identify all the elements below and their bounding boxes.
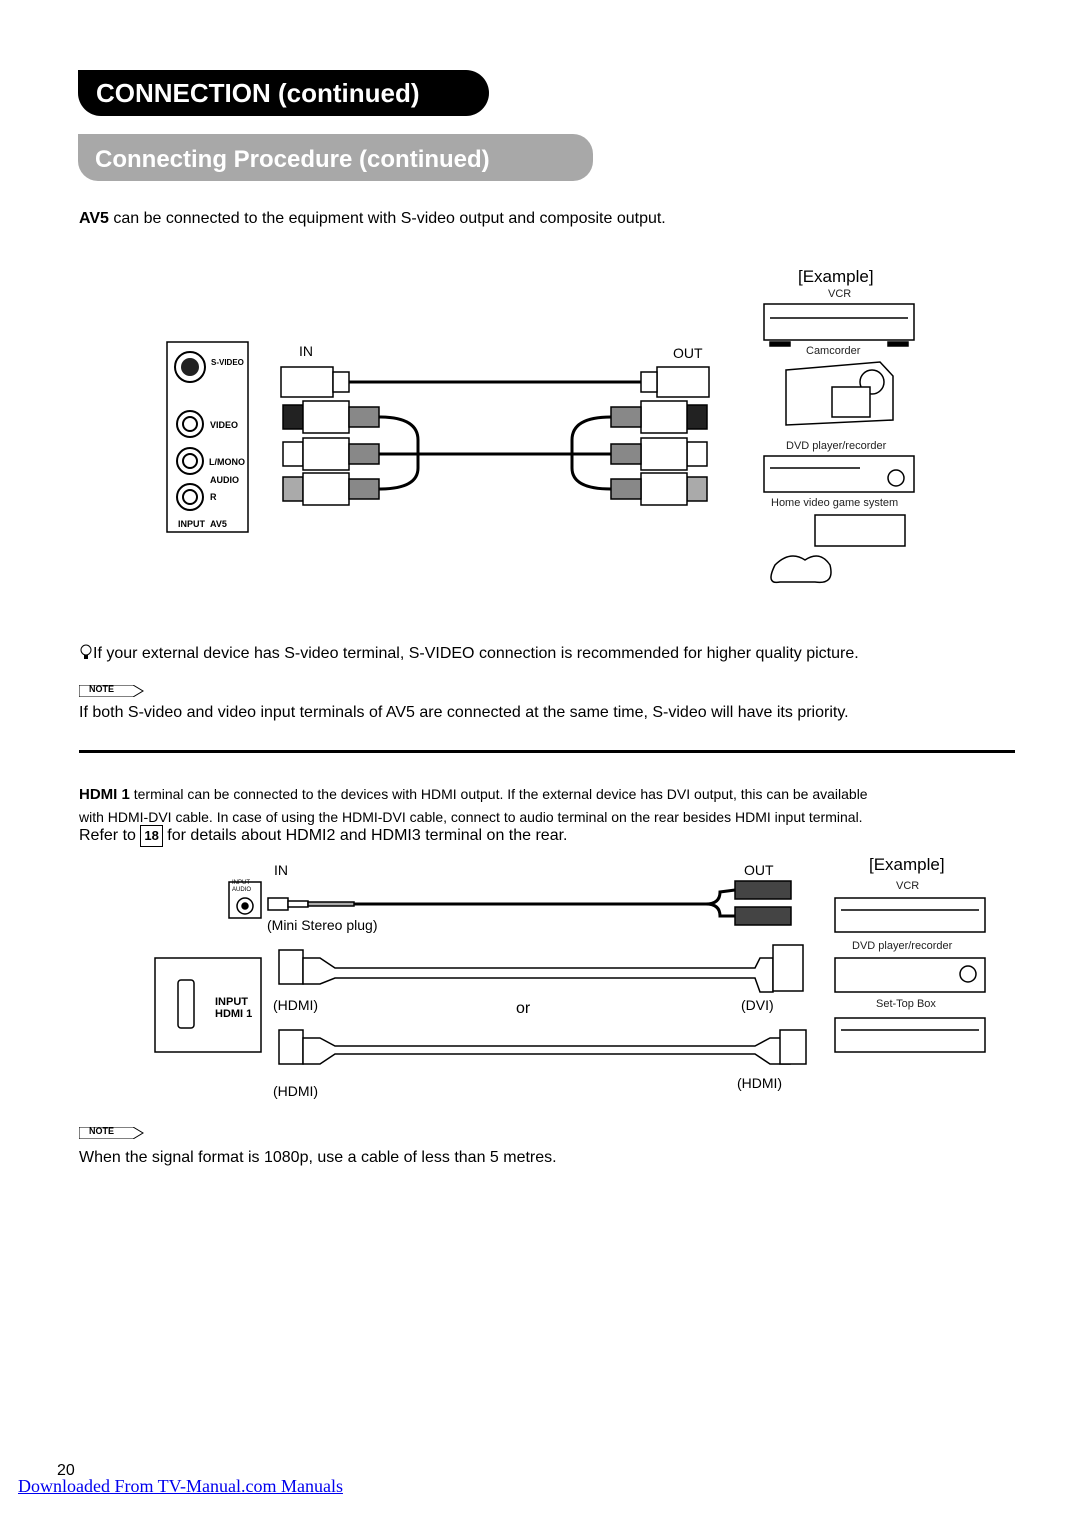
hdmi-paragraph: HDMI 1 terminal can be connected to the devices with HDMI output. If the external device has DVI output, this can be available with HDMI-DVI cable. In case of using the HDMI-DVI cable, connect to audio terminal on the rear besides HDMI input terminal. [79, 786, 868, 825]
av5-panel [167, 342, 248, 532]
input-audio-label: INPUT AUDIO [232, 880, 252, 893]
example-label: [Example] [798, 267, 874, 286]
hdmi-example-label: [Example] [869, 855, 945, 874]
device-dvd: DVD player/recorder [786, 440, 887, 452]
r-label: R [210, 492, 217, 502]
in-label: IN [299, 343, 313, 359]
hdmi-device-vcr: VCR [896, 880, 920, 892]
note-text-2: When the signal format is 1080p, use a cable of less than 5 metres. [79, 1149, 557, 1166]
note-text-1: If both S-video and video input terminals of AV5 are connected at the same time, S-video will have its priority. [79, 704, 849, 721]
out-connectors [611, 367, 709, 505]
device-vcr: VCR [828, 288, 852, 300]
or-label: or [516, 1000, 531, 1017]
dvi-label: (DVI) [741, 997, 774, 1013]
refer-line: Refer to 18 for details about HDMI2 and HDMI3 terminal on the rear. [79, 825, 567, 847]
tip-paragraph [79, 644, 859, 664]
hdmi-label-3: (HDMI) [737, 1075, 783, 1091]
section-title: CONNECTION (continued) [78, 70, 489, 116]
device-camcorder: Camcorder [806, 345, 861, 357]
bulb-icon [79, 644, 93, 660]
input-hdmi-label: INPUT HDMI 1 [215, 996, 253, 1020]
note-tag-2: NOTE [79, 1126, 145, 1144]
page-ref-icon[interactable]: 18 [140, 825, 162, 847]
svideo-label: S-VIDEO [211, 358, 244, 367]
hdmi-label-1: (HDMI) [273, 997, 319, 1013]
in-connectors [281, 367, 379, 505]
lmono-label: L/MONO [209, 457, 245, 467]
cables [349, 382, 641, 489]
mini-stereo-label: (Mini Stereo plug) [267, 917, 378, 933]
audio-label: AUDIO [210, 475, 239, 485]
hdmi-label-2: (HDMI) [273, 1083, 319, 1099]
hdmi-device-dvd: DVD player/recorder [852, 940, 953, 952]
av5-bold: AV5 [79, 210, 109, 227]
out-label: OUT [673, 345, 703, 361]
section-subtitle: Connecting Procedure (continued) [78, 134, 593, 181]
page-number: 20 [57, 1462, 75, 1479]
hdmi-in-label: IN [274, 862, 288, 878]
video-label: VIDEO [210, 420, 239, 430]
note-tag-1: NOTE [79, 684, 145, 702]
divider [79, 750, 1015, 753]
tip-text: If your external device has S-video terminal, S-VIDEO connection is recommended for higher quality picture. [93, 645, 859, 662]
device-game: Home video game system [771, 497, 899, 509]
intro-text: can be connected to the equipment with S-video output and composite output. [108, 210, 666, 227]
panel-input-label: INPUT AV5 [178, 519, 227, 529]
hdmi-device-stb: Set-Top Box [876, 998, 936, 1010]
av5-connection-diagram [0, 0, 1080, 620]
hdmi-out-label: OUT [744, 862, 774, 878]
download-link[interactable]: Downloaded From TV-Manual.com Manuals [18, 1476, 343, 1496]
hdmi-bold: HDMI 1 [79, 786, 130, 803]
hdmi-devices [835, 898, 985, 1052]
